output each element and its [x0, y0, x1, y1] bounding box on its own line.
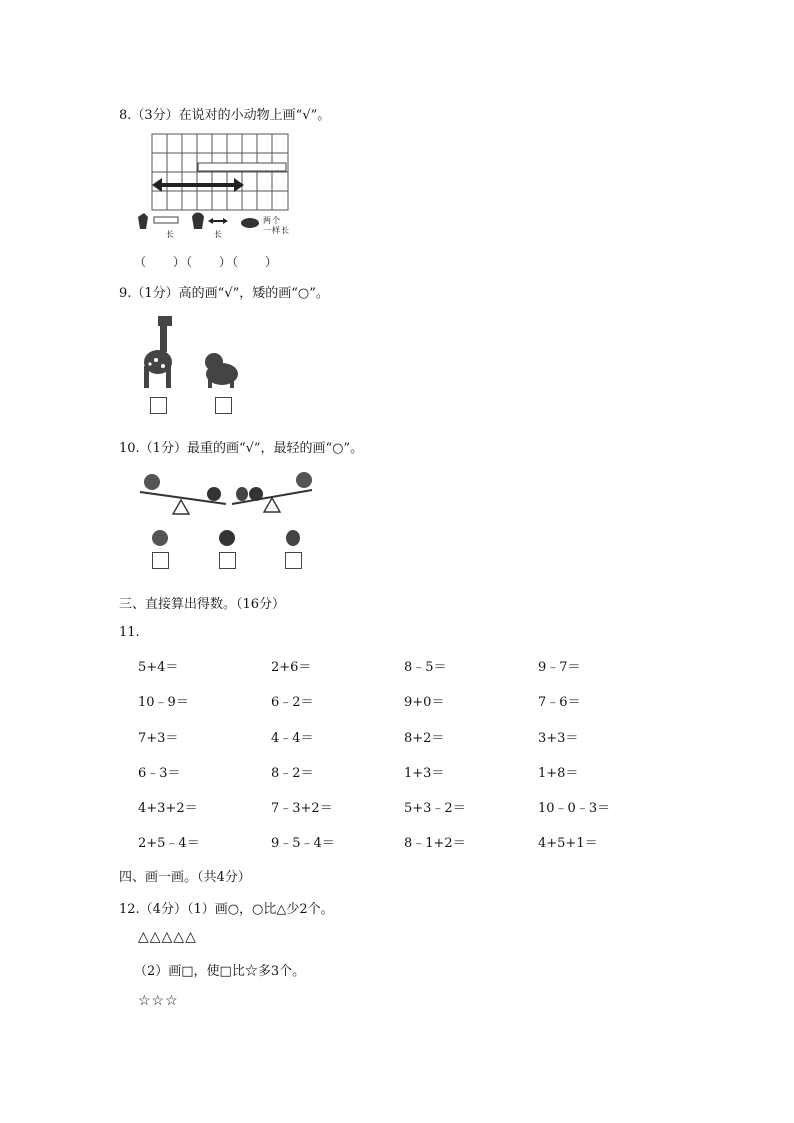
pear-icon: [236, 487, 248, 501]
calc-item: 8﹣1+2＝: [404, 836, 466, 851]
pear-answer-box[interactable]: [285, 552, 302, 569]
calc-item: 10﹣0﹣3＝: [538, 801, 611, 816]
apple-icon: [249, 487, 263, 501]
legend-label-2: 长: [214, 230, 223, 239]
calc-item: 9﹣7＝: [538, 660, 581, 675]
calc-item: 1+8＝: [538, 766, 579, 781]
giraffe-icon: [144, 316, 172, 388]
q9-text: 9.（1分）高的画“√”，矮的画“○”。: [119, 286, 329, 301]
calc-item: 5+3﹣2＝: [404, 801, 466, 816]
calc-row-1: [138, 656, 658, 676]
legend-label-3: 两个 一样长: [263, 216, 290, 235]
legend-label-1: 长: [166, 230, 175, 239]
calc-row-3: [138, 727, 658, 747]
calc-item: 8+2＝: [404, 731, 445, 746]
apple-icon: [219, 530, 235, 546]
calc-row-4: [138, 762, 658, 782]
section-3-title: 三、直接算出得数。（16分）: [119, 597, 286, 612]
calc-item: 2+5﹣4＝: [138, 836, 200, 851]
q10-balance-figure: [136, 466, 321, 526]
calc-item: 7﹣6＝: [538, 695, 581, 710]
q8-text: 8.（3分）在说对的小动物上画“√”。: [119, 108, 331, 123]
rabbit-icon: [138, 213, 148, 229]
q9-figure: [138, 312, 248, 392]
giraffe-answer-box[interactable]: [150, 397, 167, 414]
calc-item: 2+6＝: [271, 660, 312, 675]
bear-icon: [192, 213, 204, 230]
calc-item: 6﹣2＝: [271, 695, 314, 710]
calc-item: 9+0＝: [404, 695, 445, 710]
q10-text: 10.（1分）最重的画“√”，最轻的画“○”。: [119, 441, 364, 456]
calc-item: 10﹣9＝: [138, 695, 189, 710]
q11-number: 11.: [119, 625, 140, 640]
answer-parens: （ ）（ ）（ ）: [134, 255, 279, 269]
peach-icon: [152, 530, 168, 546]
hedgehog-icon: [241, 218, 259, 228]
q12-part2-text: （2）画□，使□比☆多3个。: [134, 964, 306, 979]
calc-row-2: [138, 691, 658, 711]
peach-icon: [144, 474, 160, 490]
elephant-icon: [205, 353, 238, 388]
calc-row-5: [138, 797, 658, 817]
q10-fruit-row: [150, 526, 320, 548]
q12-text: 12.（4分）（1）画○，○比△少2个。: [119, 902, 334, 917]
calc-row-6: [138, 832, 658, 852]
star-row: ☆☆☆: [138, 993, 179, 1009]
calc-item: 8﹣2＝: [271, 766, 314, 781]
pear-icon: [286, 530, 300, 546]
calc-item: 7﹣3+2＝: [271, 801, 333, 816]
section-4-title: 四、画一画。（共4分）: [119, 870, 251, 885]
calc-item: 4+5+1＝: [538, 836, 598, 851]
triangle-row: △△△△△: [138, 929, 197, 945]
peach-icon: [296, 472, 312, 488]
apple-icon: [207, 487, 221, 501]
elephant-answer-box[interactable]: [215, 397, 232, 414]
calc-item: 5+4＝: [138, 660, 179, 675]
calc-item: 4+3+2＝: [138, 801, 198, 816]
peach-answer-box[interactable]: [152, 552, 169, 569]
calc-item: 6﹣3＝: [138, 766, 181, 781]
calc-item: 1+3＝: [404, 766, 445, 781]
calc-item: 9﹣5﹣4＝: [271, 836, 335, 851]
apple-answer-box[interactable]: [219, 552, 236, 569]
calc-item: 3+3＝: [538, 731, 579, 746]
calc-item: 7+3＝: [138, 731, 179, 746]
calc-item: 4﹣4＝: [271, 731, 314, 746]
calc-item: 8﹣5＝: [404, 660, 447, 675]
